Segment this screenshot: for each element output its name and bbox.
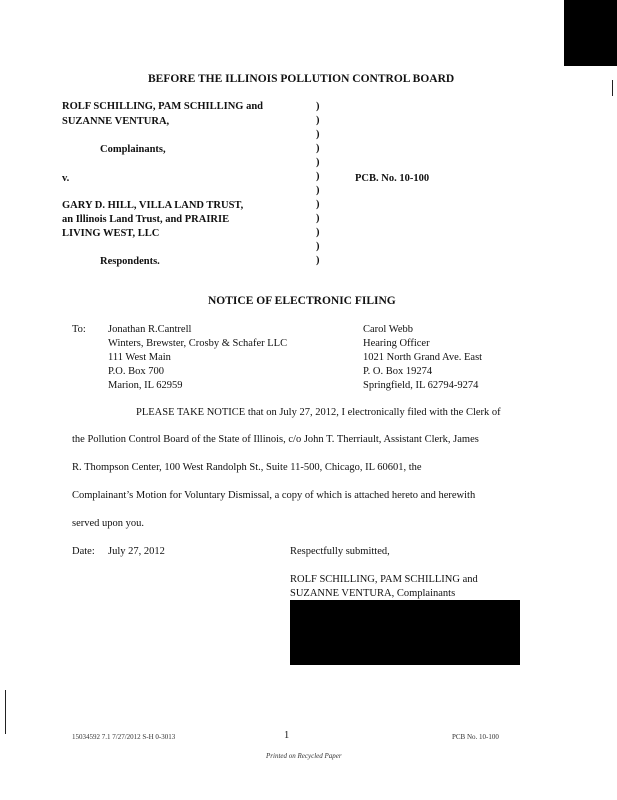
footer-recycled-note: Printed on Recycled Paper — [266, 752, 342, 760]
caption-paren: ) — [316, 171, 320, 182]
recipient-left-line: Winters, Brewster, Crosby & Schafer LLC — [108, 338, 288, 349]
date-value: July 27, 2012 — [108, 546, 165, 557]
caption-paren: ) — [316, 185, 320, 196]
recipient-right-line: Hearing Officer — [363, 338, 430, 349]
versus-label: v. — [62, 173, 70, 184]
corner-black-tab — [564, 0, 617, 66]
caption-paren: ) — [316, 255, 320, 266]
notice-body-line: served upon you. — [72, 518, 145, 529]
complainants-label: Complainants, — [100, 144, 166, 155]
case-number: PCB. No. 10-100 — [355, 173, 430, 184]
recipient-left-line: 111 West Main — [108, 352, 171, 363]
caption-paren: ) — [316, 241, 320, 252]
notice-body-line: PLEASE TAKE NOTICE that on July 27, 2012, I electronically filed with the Clerk of — [136, 407, 501, 418]
notice-title: NOTICE OF ELECTRONIC FILING — [208, 295, 396, 307]
respondents-names-line3: LIVING WEST, LLC — [62, 228, 160, 239]
date-label: Date: — [72, 546, 95, 557]
caption-paren: ) — [316, 129, 320, 140]
recipient-right-line: P. O. Box 19274 — [363, 366, 433, 377]
redacted-signature-block — [290, 600, 520, 665]
recipient-left-line: P.O. Box 700 — [108, 366, 165, 377]
respondents-names-line1: GARY D. HILL, VILLA LAND TRUST, — [62, 200, 244, 211]
left-edge-mark — [5, 690, 6, 734]
notice-body-line: Complainant’s Motion for Voluntary Dismissal, a copy of which is attached hereto and herewith — [72, 490, 476, 501]
signer-line2: SUZANNE VENTURA, Complainants — [290, 588, 456, 599]
caption-paren: ) — [316, 227, 320, 238]
recipient-right-line: Carol Webb — [363, 324, 413, 335]
caption-paren: ) — [316, 157, 320, 168]
footer-case-number: PCB No. 10-100 — [452, 733, 499, 741]
notice-body-line: R. Thompson Center, 100 West Randolph St., Suite 11-500, Chicago, IL 60601, the — [72, 462, 422, 473]
recipient-left-line: Jonathan R.Cantrell — [108, 324, 192, 335]
respondents-label: Respondents. — [100, 256, 160, 267]
caption-paren: ) — [316, 199, 320, 210]
notice-body-line: the Pollution Control Board of the State of Illinois, c/o John T. Therriault, Assistant Clerk, James — [72, 434, 479, 445]
caption-paren: ) — [316, 115, 320, 126]
to-label: To: — [72, 324, 86, 335]
complainants-names-line1: ROLF SCHILLING, PAM SCHILLING and — [62, 101, 263, 112]
closing-text: Respectfully submitted, — [290, 546, 390, 557]
footer-page-number: 1 — [284, 730, 290, 741]
right-edge-mark — [612, 80, 613, 96]
signer-line1: ROLF SCHILLING, PAM SCHILLING and — [290, 574, 478, 585]
caption-paren: ) — [316, 101, 320, 112]
respondents-names-line2: an Illinois Land Trust, and PRAIRIE — [62, 214, 230, 225]
caption-paren: ) — [316, 143, 320, 154]
recipient-left-line: Marion, IL 62959 — [108, 380, 183, 391]
recipient-right-line: Springfield, IL 62794-9274 — [363, 380, 479, 391]
complainants-names-line2: SUZANNE VENTURA, — [62, 116, 170, 127]
recipient-right-line: 1021 North Grand Ave. East — [363, 352, 483, 363]
caption-paren: ) — [316, 213, 320, 224]
footer-doc-id: 15034592 7.1 7/27/2012 S-H 0-3013 — [72, 733, 176, 741]
board-title: BEFORE THE ILLINOIS POLLUTION CONTROL BOARD — [148, 73, 455, 85]
